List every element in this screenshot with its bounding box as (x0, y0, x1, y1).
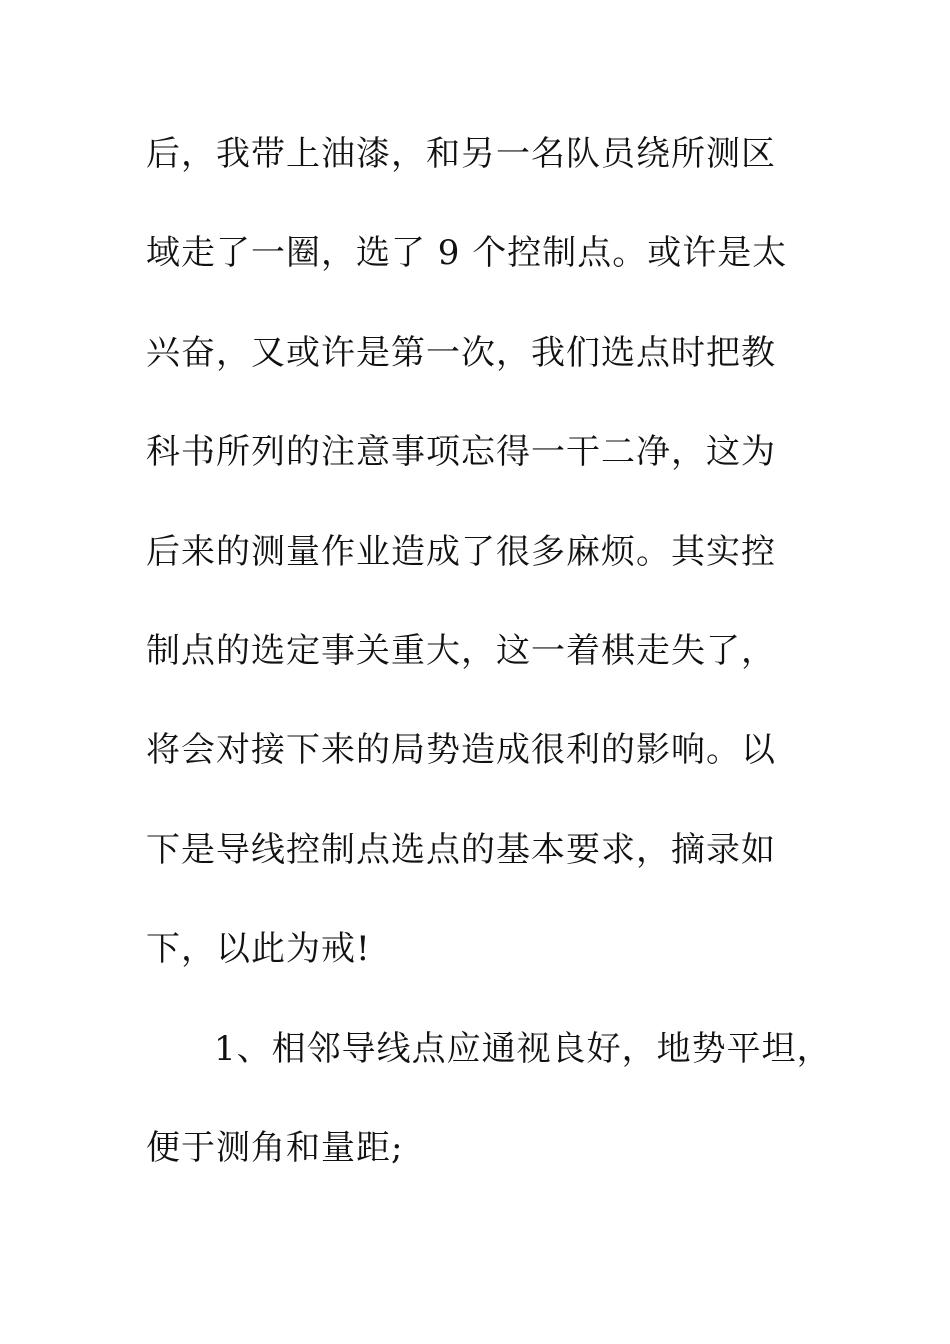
text-line: 便于测角和量距; (146, 1127, 404, 1168)
text-line: 将会对接下来的局势造成很利的影响。以 (146, 730, 776, 771)
text-line: 后来的测量作业造成了很多麻烦。其实控 (146, 531, 776, 572)
text-line: 兴奋，又或许是第一次，我们选点时把教 (146, 332, 776, 373)
text-line: 下是导线控制点选点的基本要求，摘录如 (146, 829, 776, 870)
text-line: 制点的选定事关重大，这一着棋走失了， (146, 630, 776, 671)
text-line: 科书所列的注意事项忘得一干二净，这为 (146, 432, 776, 473)
body-text (146, 124, 832, 1217)
text-line: 域走了一圈，选了 9 个控制点。或许是太 (146, 233, 788, 274)
text-line: 下，以此为戒! (146, 929, 371, 970)
list-item-text: 1、相邻导线点应通视良好，地势平坦， (214, 1028, 832, 1069)
text-line: 后，我带上油漆，和另一名队员绕所测区 (146, 134, 776, 174)
